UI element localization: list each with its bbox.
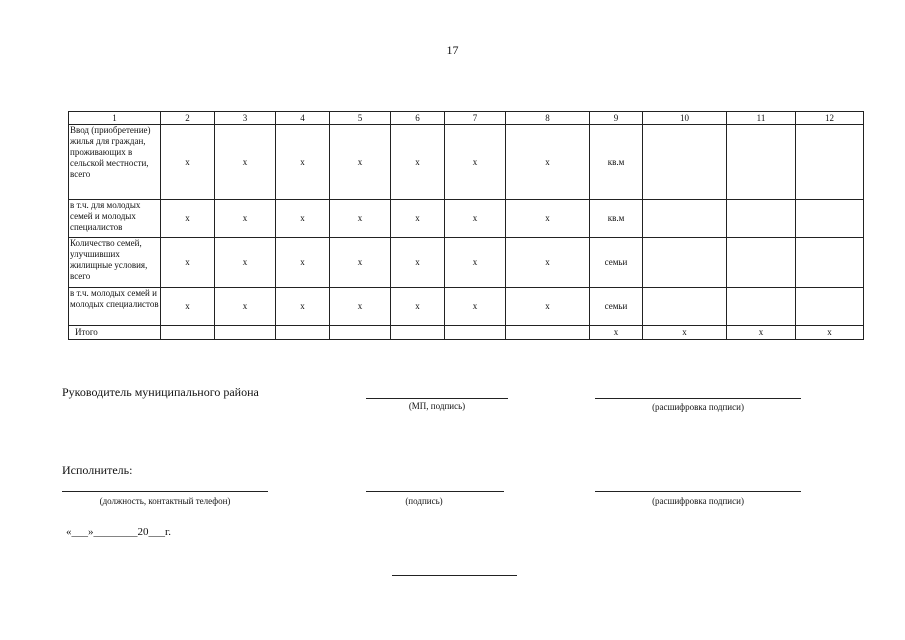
table-cell bbox=[727, 288, 796, 326]
head-sign-label: (МП, подпись) bbox=[408, 401, 466, 411]
table-cell: х bbox=[391, 238, 445, 288]
table-cell: х bbox=[215, 200, 276, 238]
table-cell: х bbox=[330, 288, 391, 326]
table-cell: х bbox=[506, 200, 590, 238]
column-header: 10 bbox=[643, 112, 727, 125]
column-header: 8 bbox=[506, 112, 590, 125]
table-cell: х bbox=[445, 200, 506, 238]
executor-decode-label: (расшифровка подписи) bbox=[652, 496, 744, 506]
report-table bbox=[68, 111, 864, 340]
table-header-row bbox=[69, 112, 864, 125]
table-row bbox=[69, 288, 864, 326]
table-cell bbox=[161, 326, 215, 340]
table-cell: х bbox=[330, 200, 391, 238]
table-cell: х bbox=[330, 238, 391, 288]
table-cell: х bbox=[506, 238, 590, 288]
table-cell bbox=[643, 238, 727, 288]
table-cell: х bbox=[643, 326, 727, 340]
table-cell bbox=[727, 238, 796, 288]
table-cell: х bbox=[161, 238, 215, 288]
table-cell: х bbox=[391, 288, 445, 326]
table-cell: х bbox=[330, 125, 391, 200]
table-cell: х bbox=[445, 288, 506, 326]
column-header: 4 bbox=[276, 112, 330, 125]
table-cell: х bbox=[276, 125, 330, 200]
table-row bbox=[69, 238, 864, 288]
executor-sign-label: (подпись) bbox=[405, 496, 443, 506]
date-line: «___»________20___г. bbox=[66, 526, 172, 538]
table-cell bbox=[276, 326, 330, 340]
table-cell bbox=[643, 200, 727, 238]
table-cell bbox=[215, 326, 276, 340]
column-header: 2 bbox=[161, 112, 215, 125]
executor-decode-line bbox=[595, 491, 801, 492]
column-header: 9 bbox=[590, 112, 643, 125]
table-cell: х bbox=[276, 238, 330, 288]
table-cell bbox=[506, 326, 590, 340]
row-label: Количество семей, улучшивших жилищные условия, всего bbox=[69, 238, 161, 288]
column-header: 5 bbox=[330, 112, 391, 125]
table-cell: х bbox=[391, 200, 445, 238]
column-header: 1 bbox=[69, 112, 161, 125]
table-cell bbox=[330, 326, 391, 340]
table-cell: х bbox=[391, 125, 445, 200]
table-cell bbox=[796, 238, 864, 288]
table-cell: х bbox=[161, 288, 215, 326]
table-cell: х bbox=[215, 125, 276, 200]
row-label: в т.ч. молодых семей и молодых специалистов bbox=[69, 288, 161, 326]
table-cell bbox=[643, 288, 727, 326]
head-decode-label: (расшифровка подписи) bbox=[652, 402, 744, 412]
table-cell: х bbox=[506, 125, 590, 200]
table-cell bbox=[391, 326, 445, 340]
table-total-row bbox=[69, 326, 864, 340]
table-cell: х bbox=[506, 288, 590, 326]
table-cell bbox=[796, 288, 864, 326]
table-cell: х bbox=[445, 238, 506, 288]
executor-title: Исполнитель: bbox=[62, 463, 133, 477]
table-cell bbox=[796, 125, 864, 200]
table-cell: х bbox=[276, 200, 330, 238]
bottom-separator bbox=[392, 575, 517, 576]
table-cell bbox=[643, 125, 727, 200]
page-number: 17 bbox=[446, 43, 459, 57]
table-cell bbox=[796, 200, 864, 238]
column-header: 6 bbox=[391, 112, 445, 125]
table-cell: х bbox=[161, 200, 215, 238]
table-cell: семьи bbox=[590, 238, 643, 288]
column-header: 3 bbox=[215, 112, 276, 125]
table-cell: семьи bbox=[590, 288, 643, 326]
column-header: 7 bbox=[445, 112, 506, 125]
head-title: Руководитель муниципального района bbox=[62, 385, 259, 399]
table-cell: х bbox=[796, 326, 864, 340]
table-cell: кв.м bbox=[590, 200, 643, 238]
executor-position-label: (должность, контактный телефон) bbox=[99, 496, 231, 506]
table-cell bbox=[727, 200, 796, 238]
table-cell: х bbox=[727, 326, 796, 340]
table-cell: х bbox=[276, 288, 330, 326]
executor-position-line bbox=[62, 491, 268, 492]
table-cell: х bbox=[161, 125, 215, 200]
table-row bbox=[69, 200, 864, 238]
column-header: 12 bbox=[796, 112, 864, 125]
head-decode-line bbox=[595, 398, 801, 399]
table-row bbox=[69, 125, 864, 200]
table-cell: х bbox=[590, 326, 643, 340]
row-label: Ввод (приобретение) жилья для граждан, проживающих в сельской местности, всего bbox=[69, 125, 161, 200]
table-cell: х bbox=[215, 238, 276, 288]
table-cell: кв.м bbox=[590, 125, 643, 200]
table-cell: х bbox=[215, 288, 276, 326]
row-label: Итого bbox=[69, 326, 161, 340]
table-cell bbox=[445, 326, 506, 340]
executor-signature-line bbox=[366, 491, 504, 492]
table-cell: х bbox=[445, 125, 506, 200]
head-signature-line bbox=[366, 398, 508, 399]
column-header: 11 bbox=[727, 112, 796, 125]
row-label: в т.ч. для молодых семей и молодых специалистов bbox=[69, 200, 161, 238]
table-cell bbox=[727, 125, 796, 200]
